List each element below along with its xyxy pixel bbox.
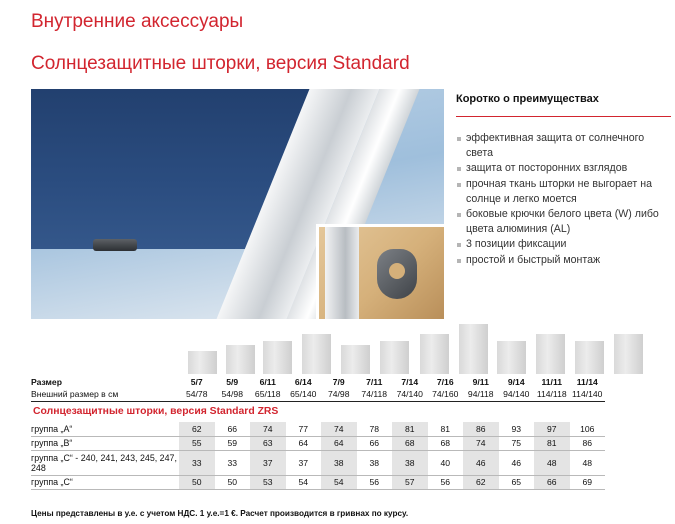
price-footnote: Цены представлены в у.е. с учетом НДС. 1 у.е.=1 €. Расчет производится в гривнах по курсу. <box>31 509 409 518</box>
size-cell: 11/14 <box>576 376 598 387</box>
size-cell: 5/7 <box>190 376 203 387</box>
group-label: группа „A“ <box>31 422 179 436</box>
price-cell: 38 <box>321 450 357 475</box>
price-cell: 33 <box>179 450 215 475</box>
price-cell: 81 <box>534 436 570 450</box>
price-cell: 37 <box>286 450 322 475</box>
size-cell: 9/11 <box>472 376 489 387</box>
page-subtitle: Солнцезащитные шторки, версия Standard <box>31 53 410 74</box>
price-cell: 56 <box>357 475 393 489</box>
size-cell: 7/16 <box>436 376 454 387</box>
size-cell: 6/11 <box>259 376 276 387</box>
size-cell: 7/11 <box>366 376 383 387</box>
size-bar <box>380 341 409 374</box>
price-cell: 55 <box>179 436 215 450</box>
price-cell: 53 <box>250 475 286 489</box>
price-cell: 77 <box>286 422 322 436</box>
price-cell: 62 <box>179 422 215 436</box>
outer-size-cell: 74/98 <box>321 388 357 401</box>
benefits-list <box>456 131 671 268</box>
price-cell: 46 <box>499 450 535 475</box>
outer-size-cell: 74/118 <box>357 388 393 401</box>
price-table <box>31 375 605 490</box>
size-cell: 9/14 <box>507 376 525 387</box>
size-bar <box>575 341 604 374</box>
price-cell: 97 <box>534 422 570 436</box>
size-cell: 7/9 <box>332 376 345 387</box>
price-cell: 46 <box>463 450 499 475</box>
price-cell: 40 <box>428 450 464 475</box>
size-cell: 5/9 <box>226 376 239 387</box>
price-cell: 65 <box>499 475 535 489</box>
size-bar <box>341 345 370 374</box>
outer-size-cell: 114/140 <box>570 388 606 401</box>
size-bar <box>226 345 255 374</box>
price-cell: 37 <box>250 450 286 475</box>
price-cell: 48 <box>570 450 606 475</box>
price-cell: 50 <box>179 475 215 489</box>
outer-size-cell: 54/98 <box>215 388 251 401</box>
outer-size-cell: 114/118 <box>534 388 570 401</box>
benefit-item: защита от посторонних взглядов <box>456 161 671 176</box>
size-bar <box>263 341 292 374</box>
price-cell: 56 <box>428 475 464 489</box>
price-cell: 33 <box>215 450 251 475</box>
price-cell: 48 <box>534 450 570 475</box>
price-cell: 86 <box>463 422 499 436</box>
benefits-divider <box>456 116 671 117</box>
price-cell: 66 <box>215 422 251 436</box>
size-cell: 11/11 <box>541 376 563 387</box>
price-cell: 57 <box>392 475 428 489</box>
benefit-item: прочная ткань шторки не выгорает на солнце и легко моется <box>456 177 671 207</box>
outer-size-cell: 54/78 <box>179 388 215 401</box>
price-cell: 38 <box>357 450 393 475</box>
price-cell: 74 <box>250 422 286 436</box>
page-title: Внутренние аксессуары <box>31 11 244 32</box>
section-title-row <box>31 401 605 422</box>
price-cell: 54 <box>286 475 322 489</box>
size-bar <box>420 334 449 374</box>
benefit-item: 3 позиции фиксации <box>456 237 671 252</box>
outer-size-cell: 94/118 <box>463 388 499 401</box>
size-illustration <box>0 300 675 374</box>
price-cell: 38 <box>392 450 428 475</box>
group-label: группа „B“ <box>31 436 179 450</box>
benefits-heading: Коротко о преимуществах <box>456 93 599 105</box>
price-cell: 63 <box>250 436 286 450</box>
group-label: группа „C“ <box>31 475 179 489</box>
price-cell: 54 <box>321 475 357 489</box>
outer-size-cell: 65/118 <box>250 388 286 401</box>
benefit-item: простой и быстрый монтаж <box>456 253 671 268</box>
price-cell: 66 <box>357 436 393 450</box>
group-label: группа „C“ - 240, 241, 243, 245, 247, 248 <box>31 450 179 475</box>
price-cell: 64 <box>286 436 322 450</box>
outer-size-cell: 94/140 <box>499 388 535 401</box>
benefit-item: эффективная защита от солнечного света <box>456 131 671 161</box>
size-bar <box>459 324 488 374</box>
price-cell: 64 <box>321 436 357 450</box>
size-cell: 7/14 <box>401 376 419 387</box>
blind-handle <box>93 239 137 251</box>
size-cell: 6/14 <box>294 376 312 387</box>
price-cell: 62 <box>463 475 499 489</box>
price-cell: 59 <box>215 436 251 450</box>
size-bar <box>302 334 331 374</box>
size-header-row <box>31 375 605 388</box>
price-cell: 66 <box>534 475 570 489</box>
benefit-item: боковые крючки белого цвета (W) либо цвета алюминия (AL) <box>456 207 671 237</box>
price-cell: 50 <box>215 475 251 489</box>
outer-size-label: Внешний размер в см <box>31 388 179 401</box>
outer-size-row <box>31 388 605 401</box>
size-bar <box>614 334 643 374</box>
size-bar <box>536 334 565 374</box>
price-cell: 86 <box>570 436 606 450</box>
price-cell: 74 <box>463 436 499 450</box>
price-cell: 93 <box>499 422 535 436</box>
price-cell: 78 <box>357 422 393 436</box>
table-row <box>31 475 605 489</box>
section-title: Солнцезащитные шторки, версия Standard ZRS <box>33 406 279 418</box>
benefits-panel <box>456 93 671 268</box>
table-row <box>31 436 605 450</box>
size-label: Размер <box>31 376 62 387</box>
price-cell: 74 <box>321 422 357 436</box>
price-cell: 106 <box>570 422 606 436</box>
size-bar <box>188 351 217 374</box>
side-hook <box>377 249 417 299</box>
price-cell: 81 <box>392 422 428 436</box>
outer-size-cell: 65/140 <box>286 388 322 401</box>
price-cell: 69 <box>570 475 606 489</box>
outer-size-cell: 74/160 <box>428 388 464 401</box>
price-cell: 68 <box>392 436 428 450</box>
product-photo <box>31 89 444 319</box>
table-row <box>31 422 605 436</box>
outer-size-cell: 74/140 <box>392 388 428 401</box>
price-cell: 75 <box>499 436 535 450</box>
size-bar <box>497 341 526 374</box>
price-cell: 81 <box>428 422 464 436</box>
price-cell: 68 <box>428 436 464 450</box>
table-row <box>31 450 605 475</box>
